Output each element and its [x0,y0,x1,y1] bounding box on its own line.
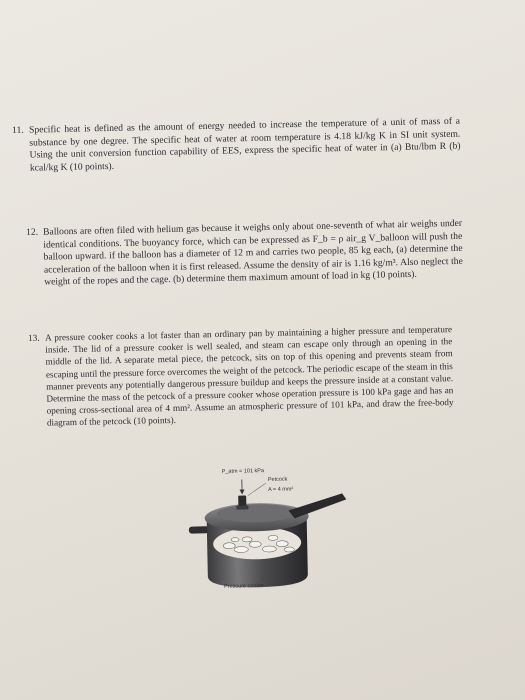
petcock-label: Petcock [267,476,288,483]
problem-text: Specific heat is defined as the amount of energy needed to increase the temperature of a unit of mass of a substance by one degree. The specific heat of water at room temperature is 4.18 kJ/kg K in SI unit system. Using the unit conversion function capability of EES, express the specific heat of water in (a) Btu/lbm R (b) kcal/kg K (10 points). [28,115,461,174]
problem-number: 12. [26,226,39,238]
problem-11 [12,116,461,176]
figure-caption: Pressure cooker [224,583,265,590]
problem-text: Balloons are often filed with helium gas because it weighs only about one-seventh of what air weighs under identical conditions. The buoyancy force, which can be expressed as F_b = ρ air_g V_balloon will push the balloon upward. if the balloon has a diameter of 12 m and carries two people, 85 kg each, (a) determine the acceleration of the balloon when it is first released. Assume the density of air is 1.16 kg/m³. Also neglect the weight of the ropes and the cage. (b) determine them maximum amount of load in kg (10 points). [42,217,463,289]
atmospheric-pressure-label: P_atm = 101 kPa [221,468,265,475]
problem-13 [28,323,454,429]
pressure-cooker-illustration [184,463,352,606]
pressure-cooker-figure [184,463,352,606]
problem-text: A pressure cooker cooks a lot faster than an ordinary pan by maintaining a higher pressure and temperature inside. The lid of a pressure cooker is well sealed, and steam can escape only through an opening in the middle of the lid. A separate metal piece, the petcock, sits on top of this opening and prevents steam from escaping until the pressure force overcomes the weight of the petcock. The periodic escape of the steam in this manner prevents any potentially dangerous pressure buildup and keeps the pressure inside at a constant value. Determine the mass of the petcock of a pressure cooker whose operation pressure is 100 kPa gage and has an opening cross-sectional area of 4 mm². Assume an atmospheric pressure of 101 kPa, and draw the free-body diagram of the petcock (10 points). [45,324,454,429]
problem-number: 13. [28,332,40,343]
problem-12 [26,218,463,290]
area-label: A = 4 mm² [267,486,294,493]
problem-number: 11. [12,124,24,136]
